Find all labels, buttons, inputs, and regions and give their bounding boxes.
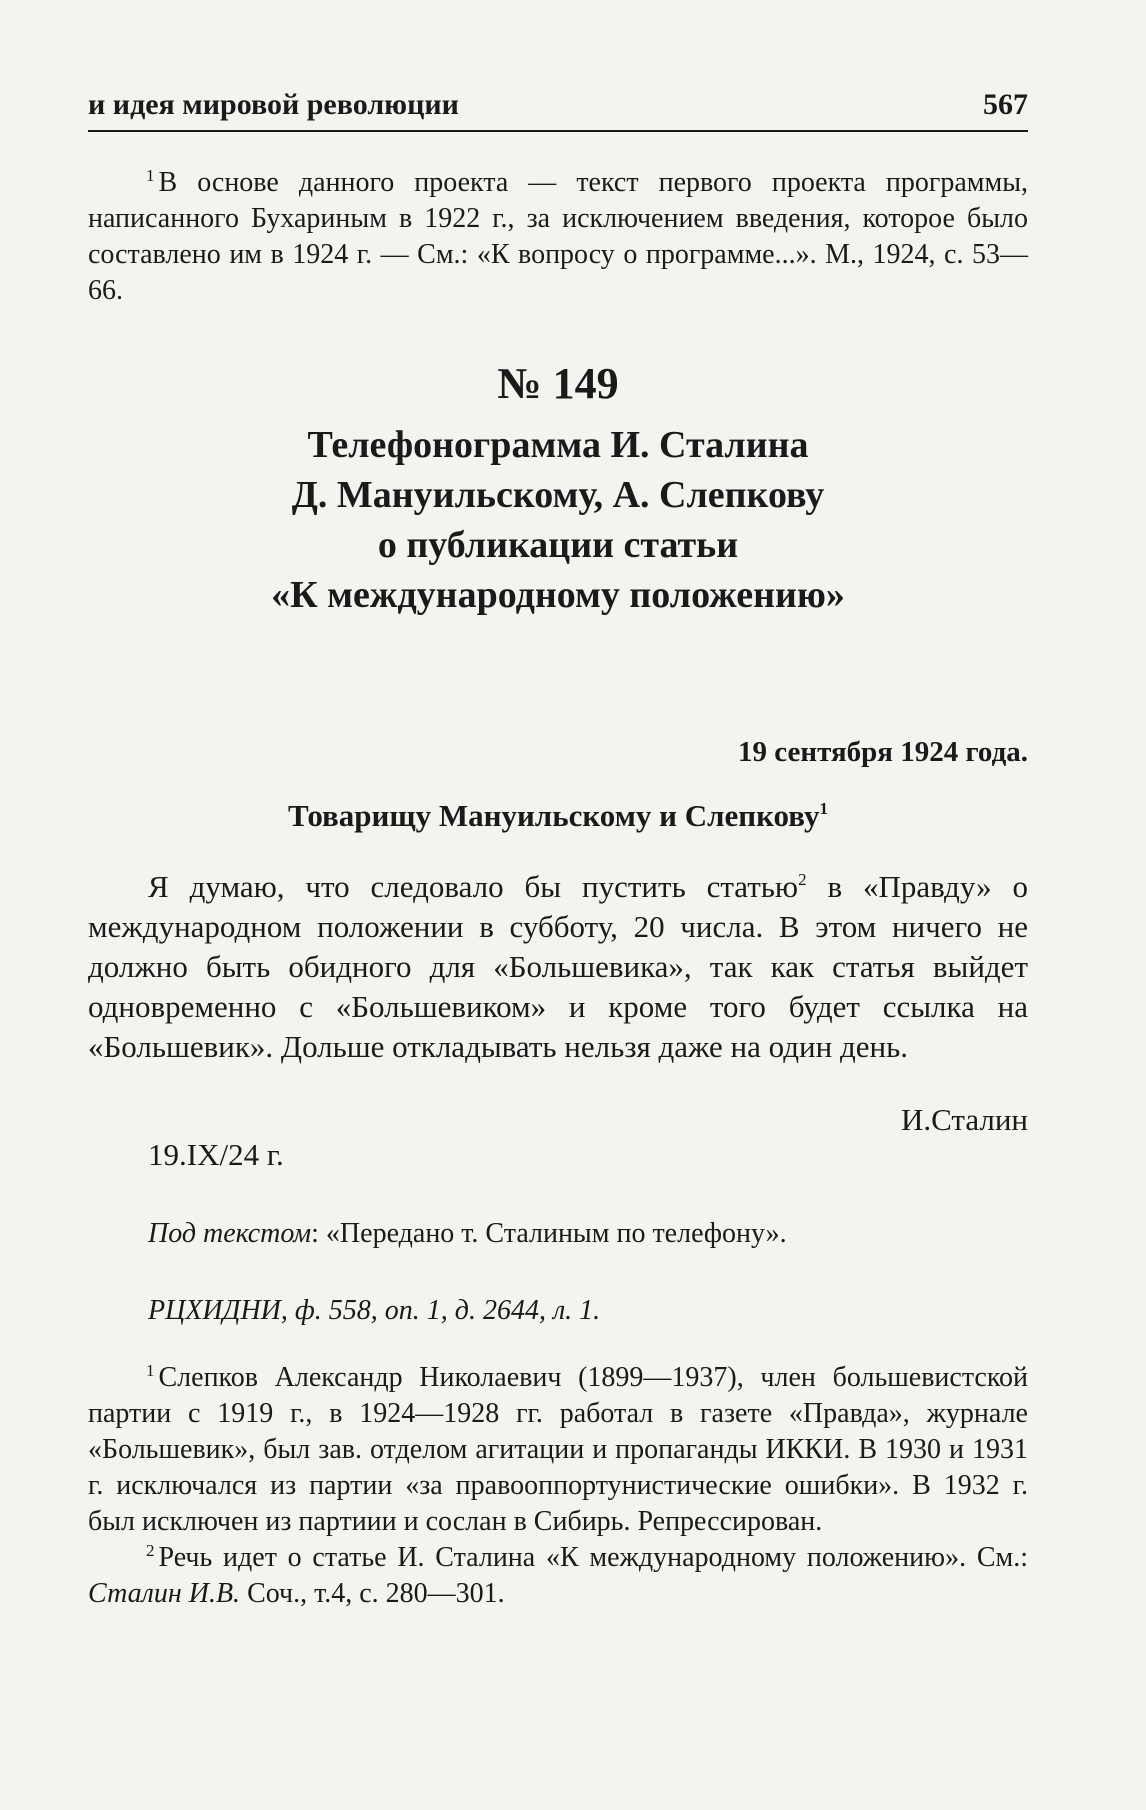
footnote-bottom-2 — [88, 1533, 1028, 1612]
running-head — [88, 88, 1028, 132]
title-line: Д. Мануильскому, А. Слепкову — [291, 474, 825, 516]
footnote-italic-ref: Сталин И.В. — [88, 1578, 241, 1609]
footnote-top — [88, 158, 1028, 309]
footnote-text: В основе данного проекта — текст первого проекта программы, написанного Бухариным в 1922 г., за исключением введения, которое было составлено им в 1924 г. — См.: «К вопросу о программе...». М., 1924, с. 53—66. — [88, 167, 1028, 306]
document-title — [88, 420, 1028, 620]
footnote-text: Слепков Александр Николаевич (1899—1937), член большевистской партии с 1919 г., в 1924—1928 гг. работал в газете «Правда», журнале «Большевик», был зав. отделом агитации и пропаганды ИККИ. В 1930 и 1931 г. исключался из партии «за правооппортунистические ошибки». В 1932 г. был исключен из партиии и сослан в Сибирь. Репрессирован. — [88, 1362, 1028, 1537]
under-text-note — [148, 1218, 787, 1250]
body-text — [88, 860, 1028, 1067]
addressee-footnote-marker: 1 — [819, 799, 828, 818]
date-short: 19.IX/24 г. — [148, 1137, 284, 1172]
under-text-label: Под текстом — [148, 1218, 312, 1249]
under-text-value: : «Передано т. Сталиным по телефону». — [311, 1218, 787, 1249]
title-line: «К международному положению» — [271, 574, 845, 616]
footnote-marker: 2 — [146, 1541, 155, 1560]
body-text-part1: Я думаю, что следовало бы пустить статью — [148, 869, 799, 904]
document-number: № 149 — [497, 359, 619, 408]
addressee — [88, 798, 1028, 834]
footnote-marker: 1 — [146, 1361, 155, 1380]
title-line: Телефонограмма И. Сталина — [307, 424, 809, 466]
document-date: 19 сентября 1924 года. — [738, 736, 1028, 768]
footnote-text-after: Соч., т.4, с. 280—301. — [240, 1578, 505, 1609]
footnote-bottom-1 — [88, 1353, 1028, 1540]
footnote-text: Речь идет о статье И. Сталина «К международному положению». См.: — [158, 1542, 1028, 1573]
body-text-part2: в «Правду» о международном положении в субботу, 20 числа. В этом ничего не должно быть обидного для «Большевика», так как статья выйдет одновременно с «Большевиком» и кроме того будет ссылка на «Большевик». Дольше откладывать нельзя даже на один день. — [88, 869, 1028, 1064]
title-line: о публикации статьи — [377, 524, 739, 566]
body-footnote-marker: 2 — [798, 870, 807, 889]
running-head-title: и идея мировой революции — [88, 88, 459, 121]
signature: И.Сталин — [900, 1102, 1028, 1137]
page-number: 567 — [983, 88, 1028, 121]
addressee-text: Товарищу Мануильскому и Слепкову — [288, 798, 820, 833]
footnote-marker: 1 — [146, 166, 155, 185]
archive-reference: РЦХИДНИ, ф. 558, оп. 1, д. 2644, л. 1. — [148, 1295, 601, 1326]
